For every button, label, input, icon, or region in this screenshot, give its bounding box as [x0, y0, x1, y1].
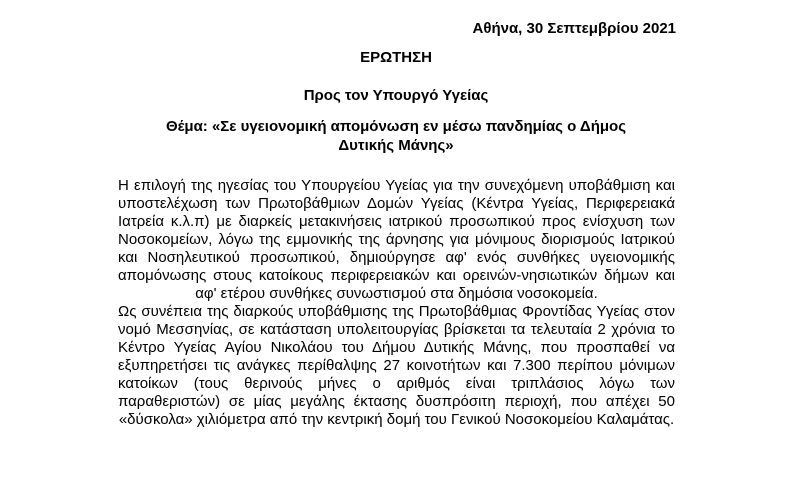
document-heading: ΕΡΩΤΗΣΗ: [360, 49, 432, 66]
document-date: Αθήνα, 30 Σεπτεμβρίου 2021: [472, 20, 676, 37]
subject-line-2: Δυτικής Μάνης»: [338, 137, 454, 154]
document-recipient: Προς τον Υπουργό Υγείας: [303, 87, 489, 104]
document-subject: [0, 117, 792, 155]
body-paragraph-1: Η επιλογή της ηγεσίας του Υπουργείου Υγείας για την συνεχόμενη υποβάθμιση και υποστελέχωση των Πρωτοβάθμιων Δομών Υγείας (Κέντρα Υγείας, Περιφερειακά Ιατρεία κ.λ.π) με διαρκείς μετακινήσεις ιατρικού προσωπικού προς ενίσχυση των Νοσοκομείων, λόγω της εμμονικής της άρνησης για μόνιμους διορισμούς Ιατρικού και Νοσηλευτικού προσωπικού, δημιούργησε αφ' ενός συνθήκες υγειονομικής απομόνωσης στους κατοίκους περιφερειακών και ορεινών-νησιωτικών δήμων και αφ' ετέρου συνθήκες συνωστισμού στα δημόσια νοσοκομεία.: [118, 177, 675, 302]
subject-line-1: Θέμα: «Σε υγειονομική απομόνωση εν μέσω πανδημίας ο Δήμος: [165, 118, 627, 135]
document-body: [118, 177, 675, 429]
body-paragraph-2: Ως συνέπεια της διαρκούς υποβάθμισης της Πρωτοβάθμιας Φροντίδας Υγείας στον νομό Μεσσηνίας, σε κατάσταση υπολειτουργίας βρίσκεται τα τελευταία 2 χρόνια το Κέντρο Υγείας Αγίου Νικολάου του Δήμου Δυτικής Μάνης, που προσπαθεί να εξυπηρετήσει τις ανάγκες περίθαλψης 27 κοινοτήτων και 7.300 περίπου μόνιμων κατοίκων (τους θερινούς μήνες ο αριθμός είναι τριπλάσιος λόγω των παραθεριστών) σε μίας μεγάλης έκτασης δυσπρόσιτη περιοχή, που απέχει 50 «δύσκολα» χιλιόμετρα από την κεντρική δομή του Γενικού Νοσοκομείου Καλαμάτας.: [118, 303, 675, 428]
